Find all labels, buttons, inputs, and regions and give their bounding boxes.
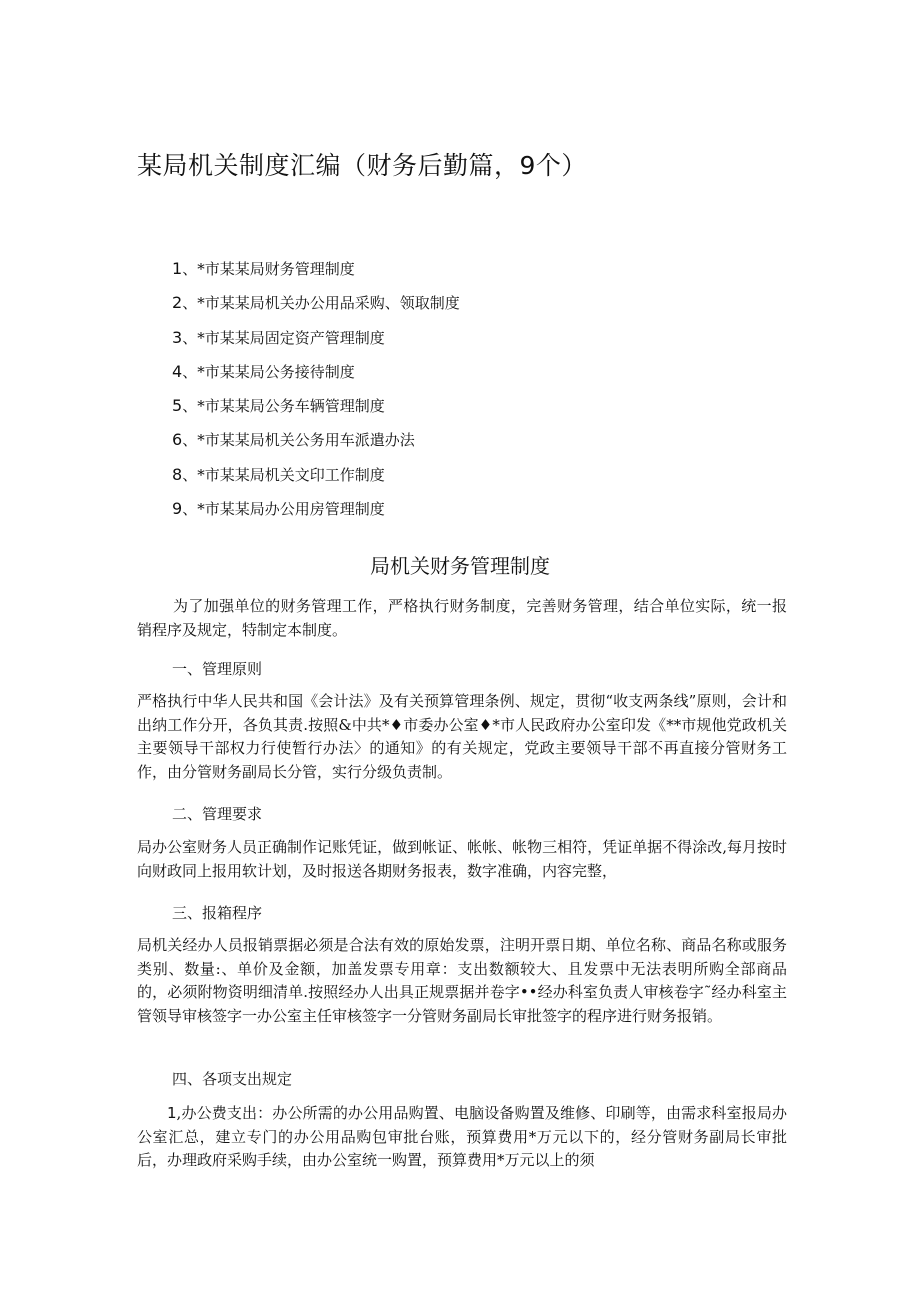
toc-item-number: 3 — [172, 327, 183, 347]
item-number: 1 — [167, 1104, 177, 1122]
toc-item — [172, 464, 460, 498]
paragraph-requirements: 局办公室财务人员正确制作记账凭证，做到帐证、帐帐、帐物三相符，凭证单据不得涂改,每月按时向财政同上报用软计划，及时报送各期财务报表，数字准确，内容完整， — [137, 838, 787, 880]
toc-item-number: 9 — [172, 499, 183, 519]
toc-item-number: 5 — [172, 396, 183, 416]
toc-item-text: 、*市某某局机关办公用品采购、领取制度 — [182, 294, 460, 313]
toc-item-text: 、*市某某局机关文印工作制度 — [182, 465, 385, 484]
toc-item-text: 、*市某某局机关公务用车派遣办法 — [182, 431, 415, 450]
toc-item — [172, 395, 460, 429]
toc-item — [172, 327, 460, 361]
paragraph-office-expense-text: ,办公费支出：办公所需的办公用品购置、电脑设备购置及维修、印刷等，由需求科室报局办公室汇总，建立专门的办公用品购包审批台账，预算费用*万元以下的，经分管财务副局长审批后，办理政府采购手续，由办公室统一购置，预算费用*万元以上的须 — [137, 1104, 787, 1169]
toc-item-number: 1 — [172, 259, 183, 278]
toc-item — [172, 361, 460, 395]
document-title: 某局机关制度汇编（财务后勤篇，9个） — [137, 151, 587, 180]
toc-item-text: 、*市某某局公务接待制度 — [182, 362, 355, 381]
paragraph-office-expense — [137, 1102, 787, 1173]
paragraph-procedure: 局机关经办人员报销票据必须是合法有效的原始发票，注明开票日期、单位名称、商品名称或服务类别、数量:、单价及金额，加盖发票专用章：支出数额较大、且发票中无法表明所购全部商品的，必须附物资明细清单.按照经办人出具正规票据并卷字••经办科室负责人审核卷字˜经办科室主管领导审核签字一办公室主任审核签字一分管财务副局长审批签字的程序进行财务报销。 — [137, 936, 787, 1025]
toc-item-number: 6 — [172, 430, 183, 450]
toc-item — [172, 292, 460, 326]
toc-item-text: 、*市某某局财务管理制度 — [182, 260, 355, 278]
heading-principles: 一、管理原则 — [172, 660, 263, 678]
toc-item-number: 2 — [172, 293, 183, 313]
toc-item-number: 8 — [172, 464, 183, 484]
heading-expenditure: 四、各项支出规定 — [172, 1070, 293, 1088]
toc-item-number: 4 — [172, 361, 183, 381]
heading-requirements: 二、管理要求 — [172, 805, 263, 823]
toc-item — [172, 429, 460, 463]
toc-item — [172, 258, 460, 292]
paragraph-principles: 严格执行中华人民共和国《会计法》及有关预算管理条例、规定，贯彻“收支两条线”原则，会计和出纳工作分开，各负其责.按照&中共*♦市委办公室♦*市人民政府办公室印发《**市规他党政机关主要领导干部权力行使暂行办法〉的通知》的有关规定，党政主要领导干部不再直接分管财务工作，由分管财务副局长分管，实行分级负责制。 — [137, 692, 787, 781]
intro-paragraph: 为了加强单位的财务管理工作，严格执行财务制度，完善财务管理，结合单位实际，统一报销程序及规定，特制定本制度。 — [137, 597, 787, 639]
heading-procedure: 三、报箱程序 — [172, 904, 263, 922]
toc-item-text: 、*市某某局公务车辆管理制度 — [182, 397, 385, 416]
toc-item-text: 、*市某某局办公用房管理制度 — [182, 500, 385, 519]
table-of-contents — [172, 258, 460, 532]
toc-item-text: 、*市某某局固定资产管理制度 — [182, 328, 385, 347]
toc-item — [172, 498, 460, 532]
section-title: 局机关财务管理制度 — [370, 554, 550, 578]
